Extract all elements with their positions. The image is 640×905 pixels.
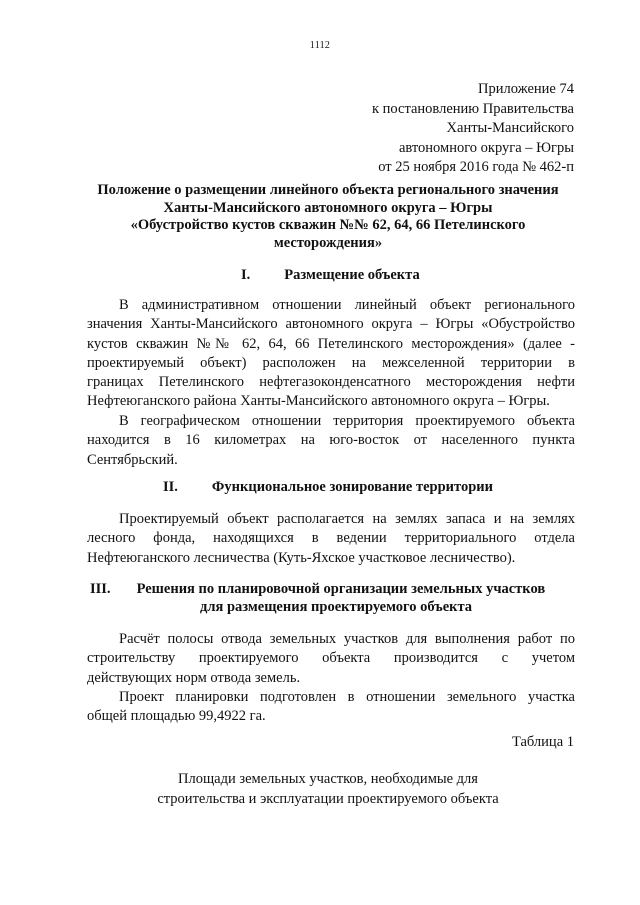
section-title: Функциональное зонирование территории [211,479,493,495]
table-caption [70,770,586,809]
text-line: Расчёт полосы отвода земельных участков для выполнения работ по [119,631,575,647]
document-title [70,182,586,252]
text-line: кустов скважин №№ 62, 64, 66 Петелинского месторождения» (далее - [87,335,575,352]
section-1-heading [241,266,420,284]
section-number: II. [163,479,178,495]
text-line: находится в 16 километрах на юго-восток от населенного пункта [87,432,575,449]
section-3-heading [90,580,545,598]
text-line: Проект планировки подготовлен в отношении земельного участка [119,689,575,705]
text-line: Проектируемый объект располагается на землях запаса и на землях [119,511,575,527]
section-number: I. [241,267,251,283]
appendix-line: от 25 ноября 2016 года № 462-п [378,159,574,175]
title-line: Ханты-Мансийского автономного округа – Югры [163,199,493,216]
section-title: Размещение объекта [284,267,420,283]
section-3-paragraph-1 [87,630,575,688]
section-1-paragraph-2 [87,412,575,470]
text-line: В административном отношении линейный объект регионального [119,297,575,313]
section-2-heading [163,478,493,496]
title-line: месторождения» [273,234,383,251]
section-title: для размещения проектируемого объекта [200,599,473,615]
table-label: Таблица 1 [511,734,574,750]
text-line: проектируемый объект) расположен на межселенной территории в [87,354,575,371]
title-line: Положение о размещении линейного объекта регионального значения [97,182,559,198]
page-number: 1112 [309,40,331,51]
appendix-line: автономного округа – Югры [398,139,574,156]
appendix-block [372,80,574,178]
appendix-line: Приложение 74 [478,81,574,97]
section-3-heading-continued [200,598,472,616]
text-line: Сентябрьский. [87,451,178,468]
appendix-line: к постановлению Правительства [372,100,574,117]
title-line: «Обустройство кустов скважин №№ 62, 64, 66 Петелинского [130,217,526,233]
text-line: значения Ханты-Мансийского автономного округа – Югры «Обустройство [87,316,575,333]
section-2-paragraph-1 [87,510,575,568]
text-line: действующих норм отвода земель. [87,669,301,686]
text-line: Нефтеюганского района Ханты-Мансийского автономного округа – Югры. [87,393,550,410]
caption-line: строительства и эксплуатации проектируемого объекта [157,790,499,807]
text-line: лесного фонда, находящихся в ведении территориального отдела [87,530,575,547]
section-3-paragraph-2 [87,688,575,727]
text-line: общей площадью 99,4922 га. [87,708,266,725]
text-line: В географическом отношении территория проектируемого объекта [119,413,575,429]
section-number: III. [90,581,111,597]
text-line: строительству проектируемого объекта производится с учетом [87,650,575,667]
appendix-line: Ханты-Мансийского [446,120,574,136]
section-title: Решения по планировочной организации земельных участков [136,581,546,597]
section-1-paragraph-1 [87,296,575,412]
caption-line: Площади земельных участков, необходимые для [178,771,478,787]
text-line: Нефтеюганского лесничества (Куть-Яхское участковое лесничество). [87,549,516,566]
text-line: границах Петелинского нефтегазоконденсатного месторождения нефти [87,374,575,391]
